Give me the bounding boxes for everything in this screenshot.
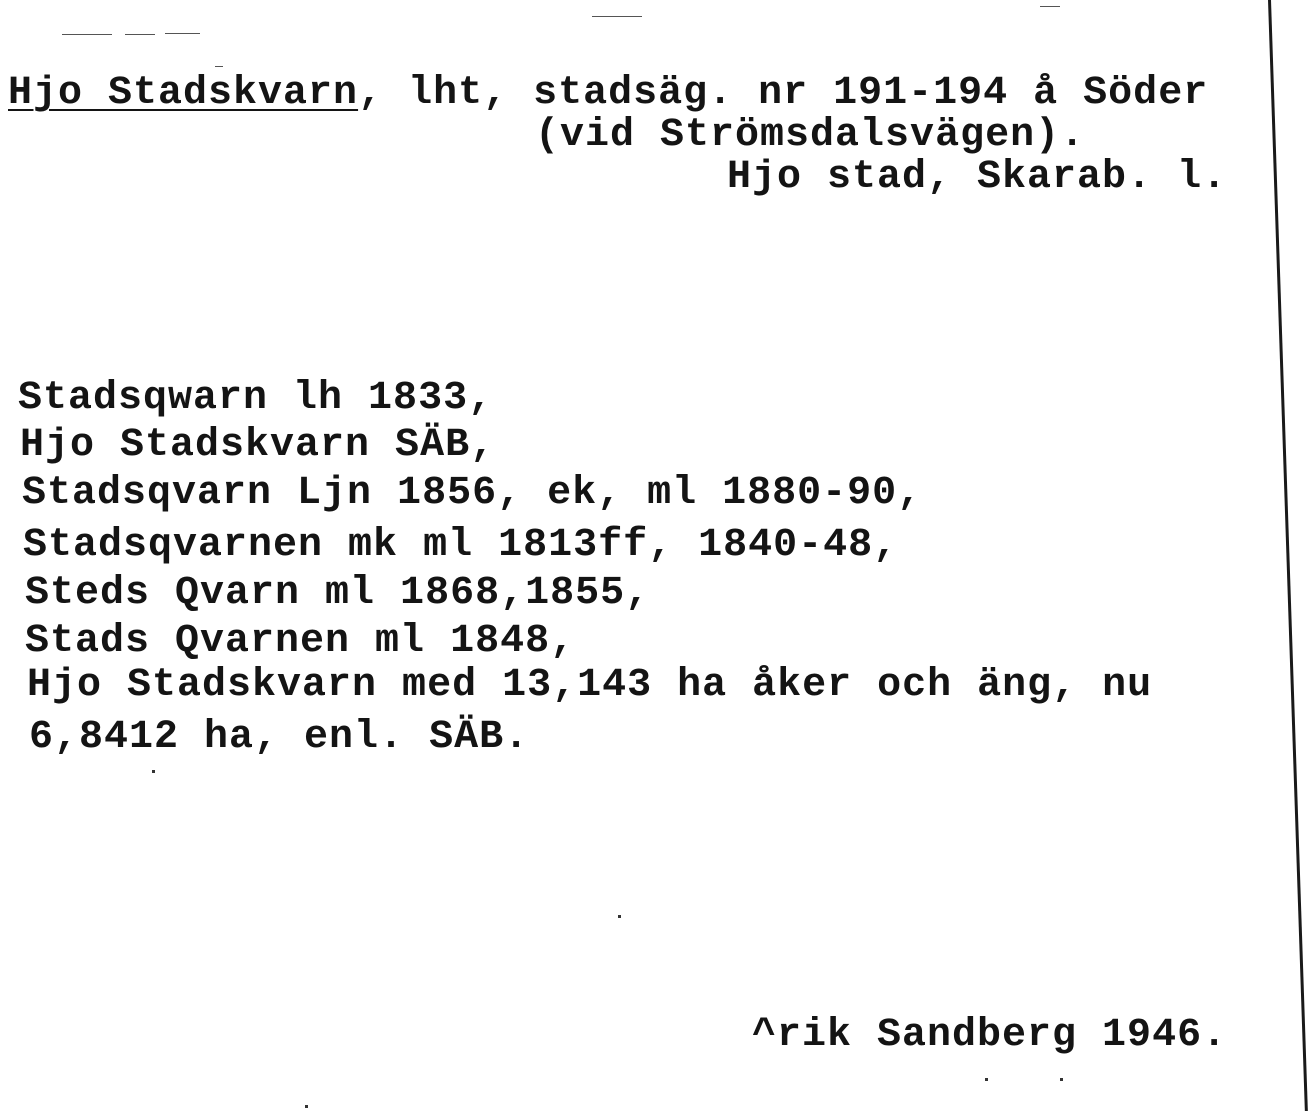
scan-speck — [592, 16, 642, 17]
card-heading-line-1 — [8, 70, 1208, 118]
scan-speck — [618, 915, 621, 918]
entry-line: Stadsqwarn lh 1833, — [18, 376, 494, 421]
signature: ^rik Sandberg 1946. — [752, 1013, 1228, 1058]
entry-line: 6,8412 ha, enl. SÄB. — [29, 715, 530, 760]
scan-speck — [305, 1105, 308, 1108]
entry-line: Hjo Stadskvarn SÄB, — [20, 423, 496, 468]
entry-line: Steds Qvarn ml 1868,1855, — [25, 571, 651, 616]
card-heading-line-2: (vid Strömsdalsvägen). — [535, 113, 1086, 158]
scan-speck — [125, 34, 155, 35]
scan-speck — [985, 1078, 988, 1081]
scan-speck — [215, 66, 223, 67]
scan-speck — [62, 34, 112, 35]
card-edge-line — [1268, 0, 1308, 1111]
scan-speck — [1060, 1078, 1063, 1081]
card-heading-line-3: Hjo stad, Skarab. l. — [727, 155, 1228, 200]
place-name: Hjo Stadskvarn — [8, 71, 359, 116]
entry-line: Hjo Stadskvarn med 13,143 ha åker och äng, nu — [27, 663, 1153, 708]
entry-line: Stadsqvarnen mk ml 1813ff, 1840-48, — [23, 523, 899, 568]
scan-speck — [165, 33, 200, 34]
entry-line: Stadsqvarn Ljn 1856, ek, ml 1880-90, — [22, 471, 923, 516]
heading-details: , lht, stadsäg. nr 191-194 å Söder — [358, 71, 1209, 116]
scan-speck — [1040, 6, 1060, 7]
scan-speck — [152, 770, 155, 773]
entry-line: Stads Qvarnen ml 1848, — [25, 619, 576, 664]
